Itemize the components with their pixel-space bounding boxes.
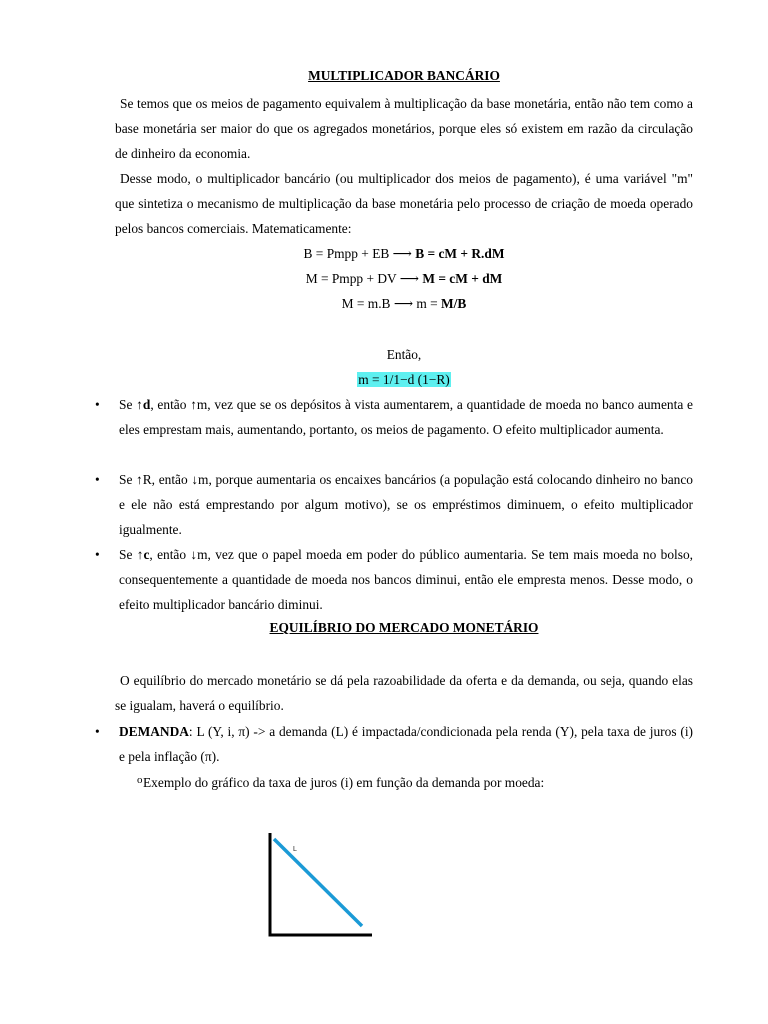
bullet-pre: Se ↑R, então ↓m, porque aumentaria os encaixes bancários (a população está colocando dinheiro no banco e ele não está emprestando por algum motivo), se os empréstimos diminuem, o efeito multiplicador igualmente. <box>119 472 693 537</box>
formula-line <box>115 367 693 392</box>
equation-2 <box>115 266 693 291</box>
bullet-dot-icon: • <box>95 397 100 412</box>
entao-line: Então, <box>386 347 422 362</box>
paragraph-2 <box>115 166 693 241</box>
equation-3 <box>115 291 693 316</box>
demand-graph <box>262 830 378 940</box>
demanda-label: DEMANDA <box>119 724 189 739</box>
equation-1-left: B = Pmpp + EB ⟶ <box>303 246 416 261</box>
bullet-dot-icon: • <box>95 472 100 487</box>
multiplier-formula: m = 1/1−d (1−R) <box>358 372 450 387</box>
equation-2-left: M = Pmpp + DV ⟶ <box>305 271 423 286</box>
paragraph-3-text: O equilíbrio do mercado monetário se dá pela razoabilidade da oferta e da demanda, ou seja, quando elas se igualam, haverá o equilíbrio. <box>115 673 693 713</box>
curve-label: L <box>293 846 297 853</box>
paragraph-1-text: Se temos que os meios de pagamento equivalem à multiplicação da base monetária, então não tem como a base monetária ser maior do que os agregados monetários, porque eles só existem em razão da circulação de dinheiro da economia. <box>115 96 693 161</box>
bullet-post: , então ↑m, vez que se os depósitos à vista aumentarem, a quantidade de moeda no banco aumenta e eles emprestam mais, aumentando, portanto, os meios de pagamento. O efeito multiplicador aumenta. <box>119 397 693 437</box>
bullet-bold: c <box>143 547 150 562</box>
bullet-bold: d <box>142 397 151 412</box>
bullet-dot-icon: • <box>95 724 100 739</box>
bullet-item-d <box>119 392 693 442</box>
equation-1 <box>115 241 693 266</box>
sub-item-exemplo: Exemplo do gráfico da taxa de juros (i) em função da demanda por moeda: <box>143 775 545 790</box>
equation-3-left: M = m.B ⟶ m = <box>341 296 442 311</box>
bullet-pre: Se ↑ <box>119 547 144 562</box>
bullet-item-r <box>119 467 693 542</box>
equation-1-right: B = cM + R.dM <box>415 246 505 261</box>
equation-2-right: M = cM + dM <box>422 271 503 286</box>
paragraph-1 <box>115 91 693 166</box>
bullet-item-demanda <box>119 719 693 769</box>
paragraph-2-text: Desse modo, o multiplicador bancário (ou multiplicador dos meios de pagamento), é uma variável "m" que sintetiza o mecanismo de multiplicação da base monetária pelo processo de criação de moeda operado pelos bancos comerciais. Matematicamente: <box>115 171 693 236</box>
bullet-post: , então ↓m, vez que o papel moeda em poder do público aumentaria. Se tem mais moeda no bolso, consequentemente a quantidade de moeda nos bancos diminui, então ele empresta menos. Desse modo, o efeito multiplicador bancário diminui. <box>119 547 694 612</box>
equation-3-right: M/B <box>441 296 467 311</box>
heading-multiplicador: MULTIPLICADOR BANCÁRIO <box>308 68 500 83</box>
bullet-dot-icon: • <box>95 547 100 562</box>
heading-equilibrio: EQUILÍBRIO DO MERCADO MONETÁRIO <box>269 620 539 635</box>
paragraph-3 <box>115 668 693 718</box>
circle-bullet-icon: o <box>137 774 143 786</box>
bullet-pre: Se ↑ <box>119 397 143 412</box>
demand-curve <box>274 839 362 926</box>
demanda-text: : L (Y, i, π) -> a demanda (L) é impactada/condicionada pela renda (Y), pela taxa de juros (i) e pela inflação (π). <box>119 724 693 764</box>
bullet-item-c <box>119 542 693 617</box>
